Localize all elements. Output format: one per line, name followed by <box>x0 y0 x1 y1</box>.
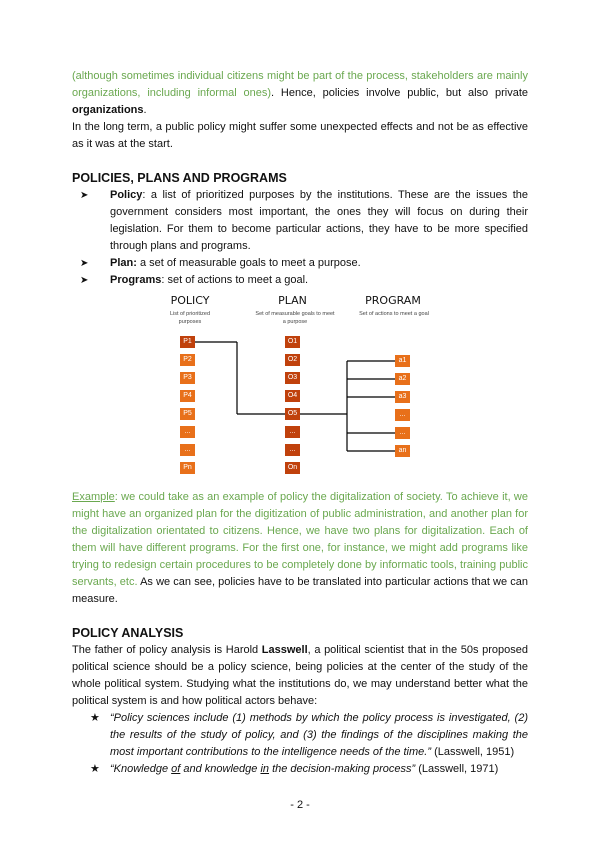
policy-box: ... <box>180 426 195 438</box>
quote-item <box>110 710 528 761</box>
policy-box: P5 <box>180 408 195 420</box>
analysis-text-start: The father of policy analysis is Harold <box>72 644 262 656</box>
term: Plan: <box>110 257 137 269</box>
intro-paragraph-2: In the long term, a public policy might suffer some unexpected effects and not be as effective as it was at the start. <box>72 121 528 150</box>
intro-paragraph <box>72 68 528 119</box>
example-paragraph <box>72 489 528 608</box>
policy-column-subtitle: List of prioritized purposes <box>169 311 211 325</box>
list-item <box>110 255 528 272</box>
intro-bold-text: organizations <box>72 104 144 116</box>
plan-box: O5 <box>285 408 300 420</box>
term: Policy <box>110 189 143 201</box>
plan-box: O3 <box>285 372 300 384</box>
term: Programs <box>110 274 162 286</box>
plan-box: ... <box>285 444 300 456</box>
definition: : set of actions to meet a goal. <box>161 274 309 286</box>
policy-box: Pn <box>180 462 195 474</box>
policy-box: P1 <box>180 336 195 348</box>
policy-box: P2 <box>180 354 195 366</box>
policy-column-title: POLICY <box>170 294 210 307</box>
program-box: ... <box>395 409 410 421</box>
quotes-list <box>72 710 528 778</box>
policy-box: P3 <box>180 372 195 384</box>
quote-text: “Policy sciences include (1) methods by which the policy process is investigated, (2) the results of the study of policy, and (3) the findings of the disciplines making the most important contributions to the intelligence needs of the time.” <box>110 712 528 758</box>
policy-box: P4 <box>180 390 195 402</box>
plan-box: ... <box>285 426 300 438</box>
plan-box: O1 <box>285 336 300 348</box>
section-heading-policies: POLICIES, PLANS AND PROGRAMS <box>72 171 287 185</box>
quote-item <box>110 761 528 778</box>
quote-emphasis: in <box>260 763 270 775</box>
program-box: ... <box>395 427 410 439</box>
plan-box: O4 <box>285 390 300 402</box>
quote-text: “Knowledge <box>110 763 172 775</box>
definition: : a list of prioritized purposes by the institutions. These are the issues the government considers most important, the ones they will focus on during their legislation. For them to become particular actions, they have to be more specified through plans and programs. <box>110 189 528 252</box>
policy-plan-program-diagram <box>165 294 445 479</box>
intro-green-text: (although sometimes individual citizens might be part of the process, stakeholders are mainly organizations, including informal ones) <box>72 70 528 99</box>
definitions-list <box>72 187 528 289</box>
program-box: a2 <box>395 373 410 385</box>
list-item <box>110 187 528 255</box>
plan-column-subtitle: Set of measurable goals to meet a purpose <box>255 311 335 325</box>
section-heading-analysis: POLICY ANALYSIS <box>72 626 184 640</box>
analysis-author: Lasswell <box>261 644 308 656</box>
intro-period: . <box>143 104 147 116</box>
analysis-text-end: , a political scientist that in the 50s proposed political science should be a policy science, being policies at the center of the study of the whole political system. Studying what the institutions do, we may understand better what the political system is and how political actors behave: <box>72 644 528 707</box>
analysis-paragraph <box>72 642 528 710</box>
definition: a set of measurable goals to meet a purpose. <box>136 257 361 269</box>
program-column-subtitle: Set of actions to meet a goal <box>359 311 429 317</box>
example-conclusion: As we can see, policies have to be translated into particular actions that we can measure. <box>72 576 529 605</box>
example-green-text: : we could take as an example of policy the digitalization of society. To achieve it, we might have an organized plan for the digitization of public administration, and another plan for the digitalization orientated to citizens. Hence, we have two plans for digitalization. Each of them will have different programs. For the first one, for instance, we might add programs like trying to redesign certain procedures to be completely done by informatic tools, training public servants, etc. <box>72 491 528 588</box>
list-item <box>110 272 528 289</box>
program-box: a1 <box>395 355 410 367</box>
program-box: a3 <box>395 391 410 403</box>
quote-text: and knowledge <box>180 763 261 775</box>
quote-citation: (Lasswell, 1951) <box>431 746 515 758</box>
quote-citation: (Lasswell, 1971) <box>415 763 499 775</box>
quote-emphasis: of <box>171 763 181 775</box>
page-number: - 2 - <box>290 799 310 811</box>
policy-box: ... <box>180 444 195 456</box>
program-column-title: PROGRAM <box>365 294 421 307</box>
plan-box: O2 <box>285 354 300 366</box>
quote-text: the decision-making process” <box>269 763 416 775</box>
intro-rest-text: . Hence, policies involve public, but also private <box>271 87 528 99</box>
plan-column-title: PLAN <box>278 294 307 307</box>
example-label: Example <box>72 491 115 503</box>
program-box: an <box>395 445 410 457</box>
plan-box: On <box>285 462 300 474</box>
